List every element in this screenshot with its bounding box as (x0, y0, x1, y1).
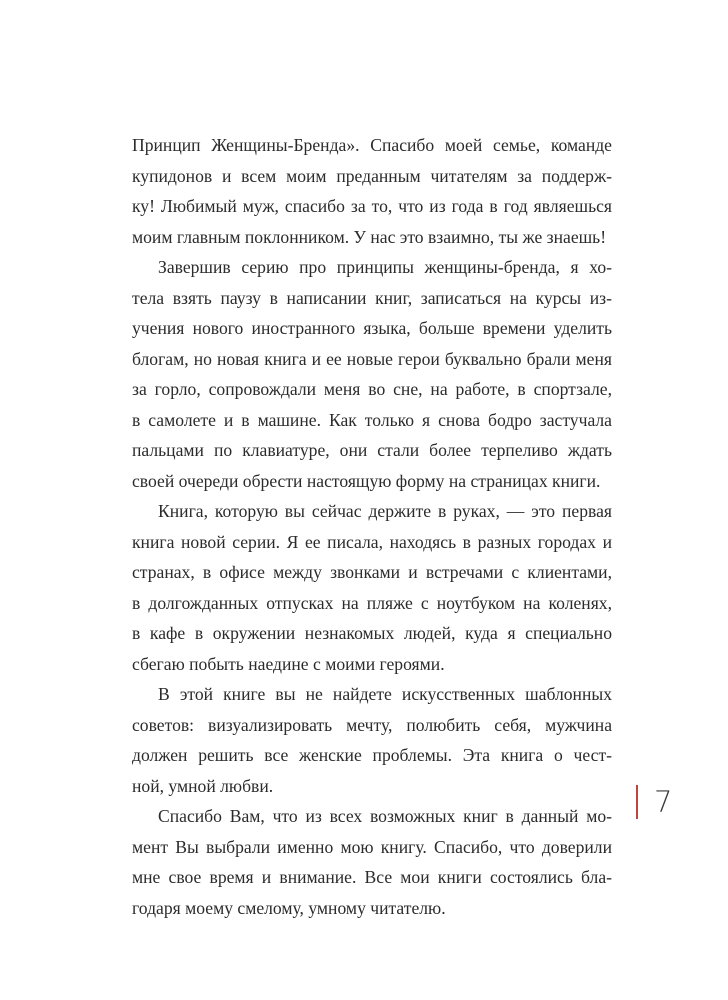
text-line: своей очереди обрести настоящую форму на страницах книги. (132, 470, 601, 491)
folio-divider (636, 785, 638, 819)
text-line: годаря моему смелому, умному читателю. (132, 897, 446, 918)
text-line: странах, в офисе между звонками и встречами с клиентами, (132, 562, 612, 582)
text-line: Завершив серию про принципы женщины-бренда, я хо- (158, 257, 612, 277)
text-line: в самолете и в машине. Как только я снова бодро застучала (132, 409, 612, 430)
text-line: мент Вы выбрали именно мою книгу. Спасибо, что доверили (132, 836, 612, 857)
text-line: тела взять паузу в написании книг, записаться на курсы из- (132, 287, 612, 308)
text-line: В этой книге вы не найдете искусственных шаблонных (158, 684, 612, 704)
body-text (132, 130, 612, 923)
text-line: книга новой серии. Я ее писала, находясь в разных городах и (132, 531, 612, 552)
text-line: сбегаю побыть наедине с моими героями. (132, 653, 445, 674)
text-line: купидонов и всем моим преданным читателям за поддерж- (132, 165, 612, 186)
text-line: в кафе в окружении незнакомых людей, куда я специально (132, 623, 612, 643)
text-line: советов: визуализировать мечту, полюбить себя, мужчина (132, 714, 612, 735)
text-line: блогам, но новая книга и ее новые герои буквально брали меня (132, 348, 612, 369)
text-line: мне свое время и внимание. Все мои книги состоялись бла- (132, 867, 612, 887)
text-line: учения нового иностранного языка, больше времени уделить (132, 318, 612, 338)
text-line: моим главным поклонником. У нас это взаимно, ты же знаешь! (132, 226, 607, 247)
text-line: пальцами по клавиатуре, они стали более терпеливо ждать (132, 440, 612, 460)
text-line: должен решить все женские проблемы. Эта книга о чест- (132, 745, 612, 765)
text-line: Спасибо Вам, что из всех возможных книг в данный мо- (158, 806, 612, 826)
text-line: Принцип Женщины-Бренда». Спасибо моей семье, команде (132, 135, 612, 155)
text-line: ку! Любимый муж, спасибо за то, что из года в год являешься (132, 196, 612, 216)
text-line: в долгожданных отпусках на пляже с ноутбуком на коленях, (132, 592, 612, 613)
text-line: ной, умной любви. (132, 775, 274, 796)
page-number: 7 (654, 785, 673, 819)
text-line: Книга, которую вы сейчас держите в руках, — это первая (158, 501, 612, 521)
page-folio (636, 785, 672, 819)
text-line: за горло, сопровождали меня во сне, на работе, в спортзале, (132, 379, 612, 399)
